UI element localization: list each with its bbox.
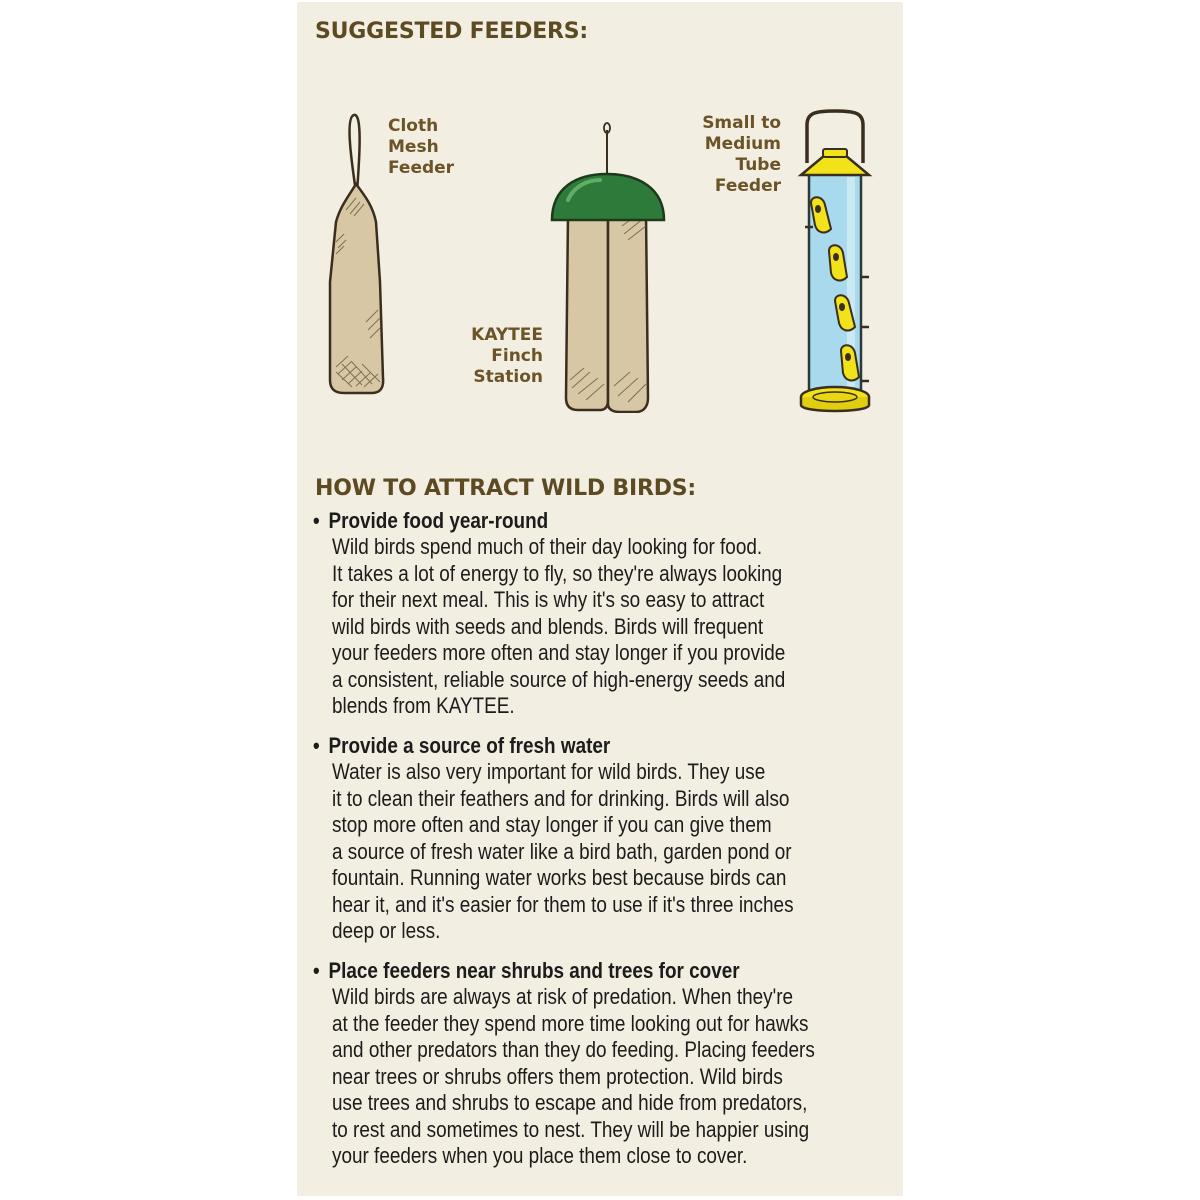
- tip-title: Place feeders near shrubs and trees for cover: [328, 958, 740, 983]
- tip-line: hear it, and it's easier for them to use if it's three inches: [332, 891, 794, 917]
- tip-line: fountain. Running water works best because birds can: [332, 865, 787, 890]
- tip-line: for their next meal. This is why it's so easy to attract: [332, 587, 765, 612]
- tip-line: It takes a lot of energy to fly, so they're always looking: [332, 560, 783, 586]
- bullet-icon: •: [313, 958, 320, 983]
- tip-line: stop more often and stay longer if you can give them: [332, 812, 772, 837]
- tip-line: your feeders more often and stay longer if you provide: [332, 640, 786, 665]
- tip-line: and other predators than they do feeding. Placing feeders: [332, 1037, 815, 1062]
- cloth-mesh-feeder-label: Cloth Mesh Feeder: [388, 116, 455, 178]
- tip-line: Wild birds spend much of their day looking for food.: [332, 534, 763, 559]
- tip-line: use trees and shrubs to escape and hide from predators,: [332, 1090, 808, 1115]
- attract-birds-heading: HOW TO ATTRACT WILD BIRDS:: [315, 476, 697, 501]
- tip-line: near trees or shrubs offers them protection. Wild birds: [332, 1063, 783, 1089]
- tip-line: Water is also very important for wild birds. They use: [332, 759, 766, 784]
- tip-line: a consistent, reliable source of high-energy seeds and: [332, 666, 786, 692]
- tip-body: [332, 759, 882, 945]
- tip-cover: [313, 958, 893, 1170]
- finch-station-label: KAYTEE Finch Station: [471, 325, 543, 387]
- tip-body: [332, 984, 882, 1170]
- tip-line: your feeders when you place them close to cover.: [332, 1143, 748, 1168]
- tip-title: Provide a source of fresh water: [328, 733, 611, 758]
- cloth-mesh-feeder-illustration: [322, 112, 392, 397]
- tip-line: it to clean their feathers and for drinking. Birds will also: [332, 785, 790, 811]
- tip-water: [313, 733, 893, 945]
- tip-title: Provide food year-round: [328, 508, 549, 533]
- tip-body: [332, 534, 882, 720]
- tip-line: Wild birds are always at risk of predation. When they're: [332, 984, 794, 1009]
- tube-feeder-illustration: [795, 105, 875, 420]
- finch-station-illustration: [548, 118, 668, 413]
- tip-line: deep or less.: [332, 918, 441, 943]
- bullet-icon: •: [313, 508, 320, 533]
- tip-line: blends from KAYTEE.: [332, 693, 515, 718]
- bullet-icon: •: [313, 733, 320, 758]
- tip-line: wild birds with seeds and blends. Birds will frequent: [332, 613, 764, 639]
- tip-line: a source of fresh water like a bird bath, garden pond or: [332, 838, 792, 864]
- tube-feeder-label: Small to Medium Tube Feeder: [702, 113, 781, 196]
- suggested-feeders-heading: SUGGESTED FEEDERS:: [315, 19, 589, 44]
- tip-line: at the feeder they spend more time looking out for hawks: [332, 1010, 809, 1036]
- tip-line: to rest and sometimes to nest. They will be happier using: [332, 1116, 810, 1142]
- tip-food: [313, 508, 893, 720]
